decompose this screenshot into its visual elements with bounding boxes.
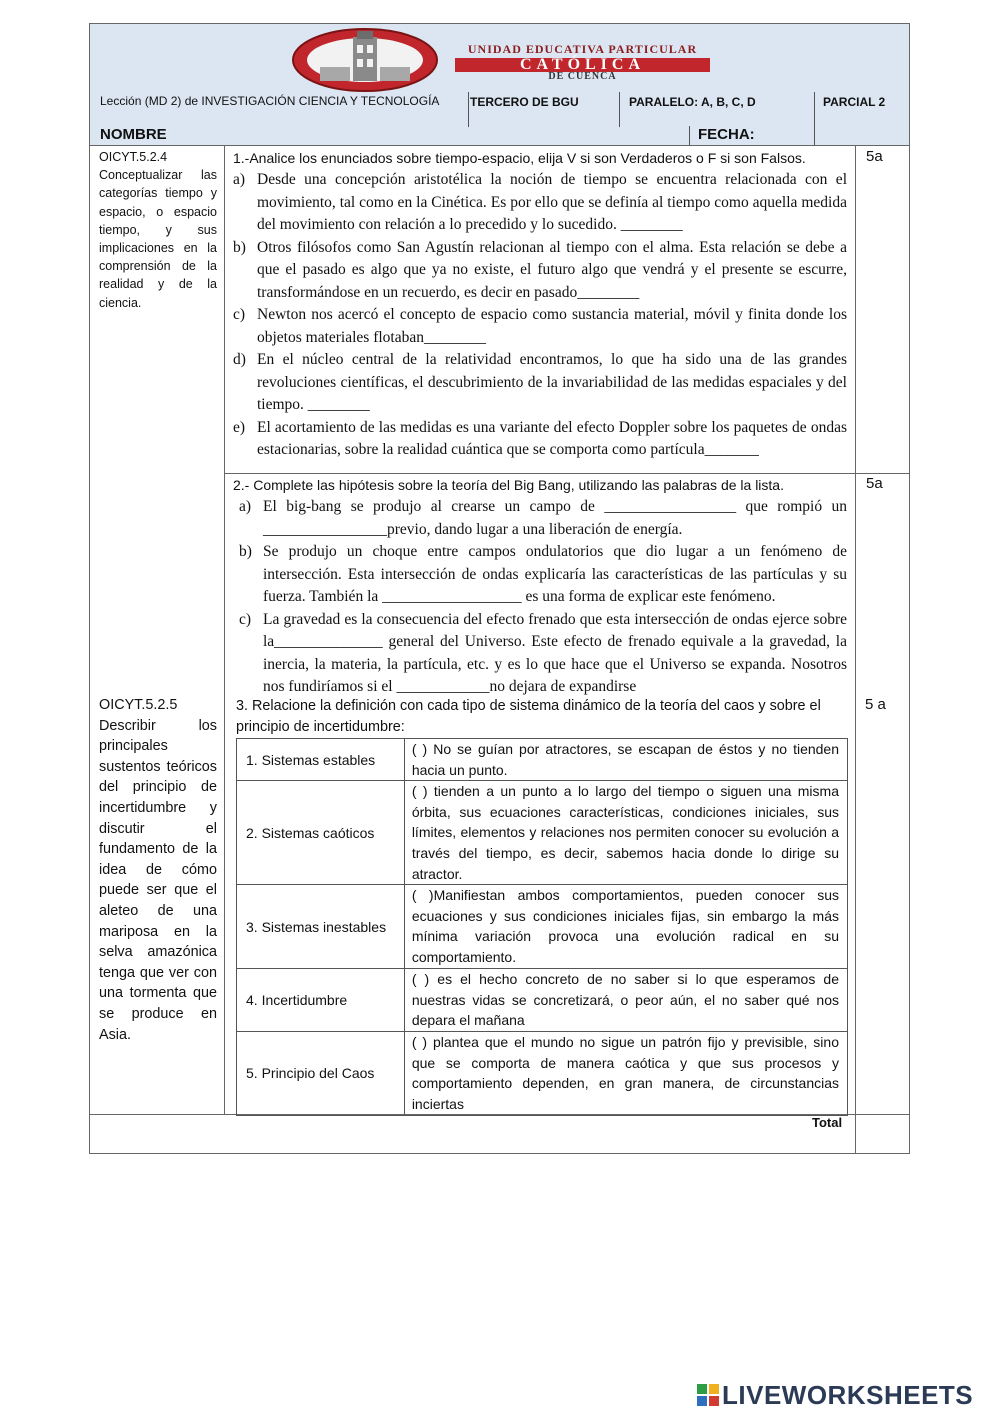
matching-definition[interactable]: ( ) No se guían por atractores, se escapan de éstos y no tienden hacia un punto. [404,739,847,781]
liveworksheets-icon [697,1384,719,1406]
q1-item-text[interactable]: Desde una concepción aristotélica la noción de tiempo se encuentra relacionada con el movimiento, tal como en la Cinética. Es por ello que se definía al tiempo como aquella medida del movimiento con relación a lo precedido y lo sucedido. ________ [257,171,847,233]
q2-item-label: c) [239,610,252,628]
q1-item [233,169,847,237]
question-2-title: 2.- Complete las hipótesis sobre la teoría del Big Bang, utilizando las palabras de la lista. [233,477,784,493]
school-name-line2: CATÓLICA [455,58,710,72]
question-1-title: 1.-Analice los enunciados sobre tiempo-espacio, elija V si son Verdaderos o F si son Falsos. [233,150,806,166]
matching-term: 2. Sistemas caóticos [237,781,405,885]
question-3-title: 3. Relacione la definición con cada tipo de sistema dinámico de la teoría del caos y sobre el principio de incertidumbre: [236,698,821,735]
matching-term: 1. Sistemas estables [237,739,405,781]
q2-item-label: a) [239,498,252,515]
q1-item-label: c) [233,306,246,323]
header [90,24,909,146]
fecha-label[interactable]: FECHA: [698,126,755,143]
question-2-items [233,496,847,699]
matching-definition[interactable]: ( ) es el hecho concreto de no saber si lo que esperamos de nuestras vidas se concretizará, o peor aún, el no saber qué nos depara el mañana [404,969,847,1032]
matching-row [237,885,848,969]
q1-bottom-rule [224,473,909,474]
q1-item [233,237,847,305]
q1-item-text[interactable]: Otros filósofos como San Agustín relacionan al tiempo con el alma. Esta relación se debe a que el pasado es algo que ya no existe, el futuro algo que vendrá y el presente se escurre, transformándose en un recuerdo, es decir en pasado________ [257,238,847,301]
objective-2-code: OICYT.5.2.5 [99,697,178,713]
question-2 [233,475,847,699]
q1-item-label: d) [233,351,246,368]
q2-item-label: b) [239,543,252,560]
matching-row [237,1031,848,1115]
q1-item-text[interactable]: En el núcleo central de la relatividad encontramos, lo que ha sido una de las grandes revoluciones científicas, el descubrimiento de la invariabilidad de las medidas espaciales y del tiempo. ________ [257,351,847,413]
matching-table [236,738,848,1116]
matching-term: 3. Sistemas inestables [237,885,405,969]
q1-item-label: e) [233,418,246,436]
matching-definition[interactable]: ( )Manifiestan ambos comportamientos, pueden conocer sus ecuaciones y sus condiciones iniciales fijas, sin embargo la más mínima variación provoca una evolución radical en su comportamiento. [404,885,847,969]
matching-term: 5. Principio del Caos [237,1031,405,1115]
matching-definition[interactable]: ( ) plantea que el mundo no sigue un patrón fijo y previsible, sino que se comporta de manera caótica y que sus procesos y comportamiento dependen, en gran manera, de circunstancias inciertas [404,1031,847,1115]
matching-row [237,969,848,1032]
brand-name: LIVEWORKSHEETS [722,1380,974,1410]
objective-column-divider [224,145,225,1115]
nombre-label[interactable]: NOMBRE [100,126,167,143]
total-label: Total [812,1115,843,1130]
matching-term: 4. Incertidumbre [237,969,405,1032]
q1-item [233,417,847,462]
points-column-divider [855,145,856,1153]
worksheet [89,23,910,1154]
q2-item-text[interactable]: El big-bang se produjo al crearse un campo de _________________ que rompió un ________________previo, dando lugar a una liberación de energía. [263,498,847,538]
question-2-points: 5a [866,475,883,492]
objective-2 [99,695,217,1045]
objective-2-text: Describir los principales sustentos teóricos del principio de incertidumbre y discutir el fundamento de la idea de cómo puede ser que el aleteo de una mariposa en la selva amazónica tenga que ver con una tormenta que se produce en Asia. [99,717,217,1043]
grade-label: TERCERO DE BGU [470,95,579,109]
question-1 [233,148,847,462]
q1-item-text[interactable]: El acortamiento de las medidas es una variante del efecto Doppler sobre los paquetes de ondas estacionarias, sobre la realidad cuántica que se comporta como partícula_______ [257,418,847,458]
liveworksheets-logo [697,1380,973,1411]
school-name-line1: UNIDAD EDUCATIVA PARTICULAR [467,42,698,56]
parcial-label: PARCIAL 2 [823,95,886,109]
school-name [455,42,710,82]
q2-item-text[interactable]: Se produjo un choque entre campos ondulatorios que dio lugar a un fenómeno de intersección. Esta intersección de ondas explicaría las características de las partículas y su fuerza. También la __________________ es una forma de explicar este fenómeno. [263,543,847,605]
q1-item-text[interactable]: Newton nos acercó el concepto de espacio como sustancia material, móvil y finita donde los objetos materiales flotaban________ [257,306,847,346]
question-3-points: 5 a [865,696,886,713]
matching-row [237,739,848,781]
school-name-line3: DE CUENCA [548,71,617,82]
objective-1-code: OICYT.5.2.4 [99,150,168,164]
objective-1-text: Conceptualizar las categorías tiempo y espacio, o espacio tiempo, y sus implicaciones en la comprensión de la realidad y de la ciencia. [99,168,217,310]
question-1-points: 5a [866,148,883,165]
question-1-items [233,169,847,462]
q1-item [233,304,847,349]
paralelo-label: PARALELO: A, B, C, D [629,95,756,109]
q2-item [239,541,847,609]
q2-item [239,609,847,699]
matching-row [237,781,848,885]
q1-item-label: a) [233,171,246,188]
school-logo [290,27,440,93]
lesson-title: Lección (MD 2) de INVESTIGACIÓN CIENCIA Y TECNOLOGÍA [100,94,440,108]
matching-definition[interactable]: ( ) tienden a un punto a lo largo del tiempo o siguen una misma órbita, sus ecuaciones características, condiciones iniciales, sus límites, elementos y relaciones nos permiten conocer su evolución a través del tiempo, es decir, sabemos hacia donde lo dirige su atractor. [404,781,847,885]
q1-item-label: b) [233,238,246,256]
q1-item [233,349,847,417]
objective-1 [99,148,217,312]
q2-item [239,496,847,541]
q2-item-text[interactable]: La gravedad es la consecuencia del efecto frenado que esta intersección de ondas ejerce sobre la______________ general del Universo. Este efecto de frenado equivale a la gravedad, la inercia, la materia, la partícula, etc. y es lo que hace que el Universo se expanda. Nosotros nos fundiríamos si el ____________no dejara de expandirse [263,610,847,695]
